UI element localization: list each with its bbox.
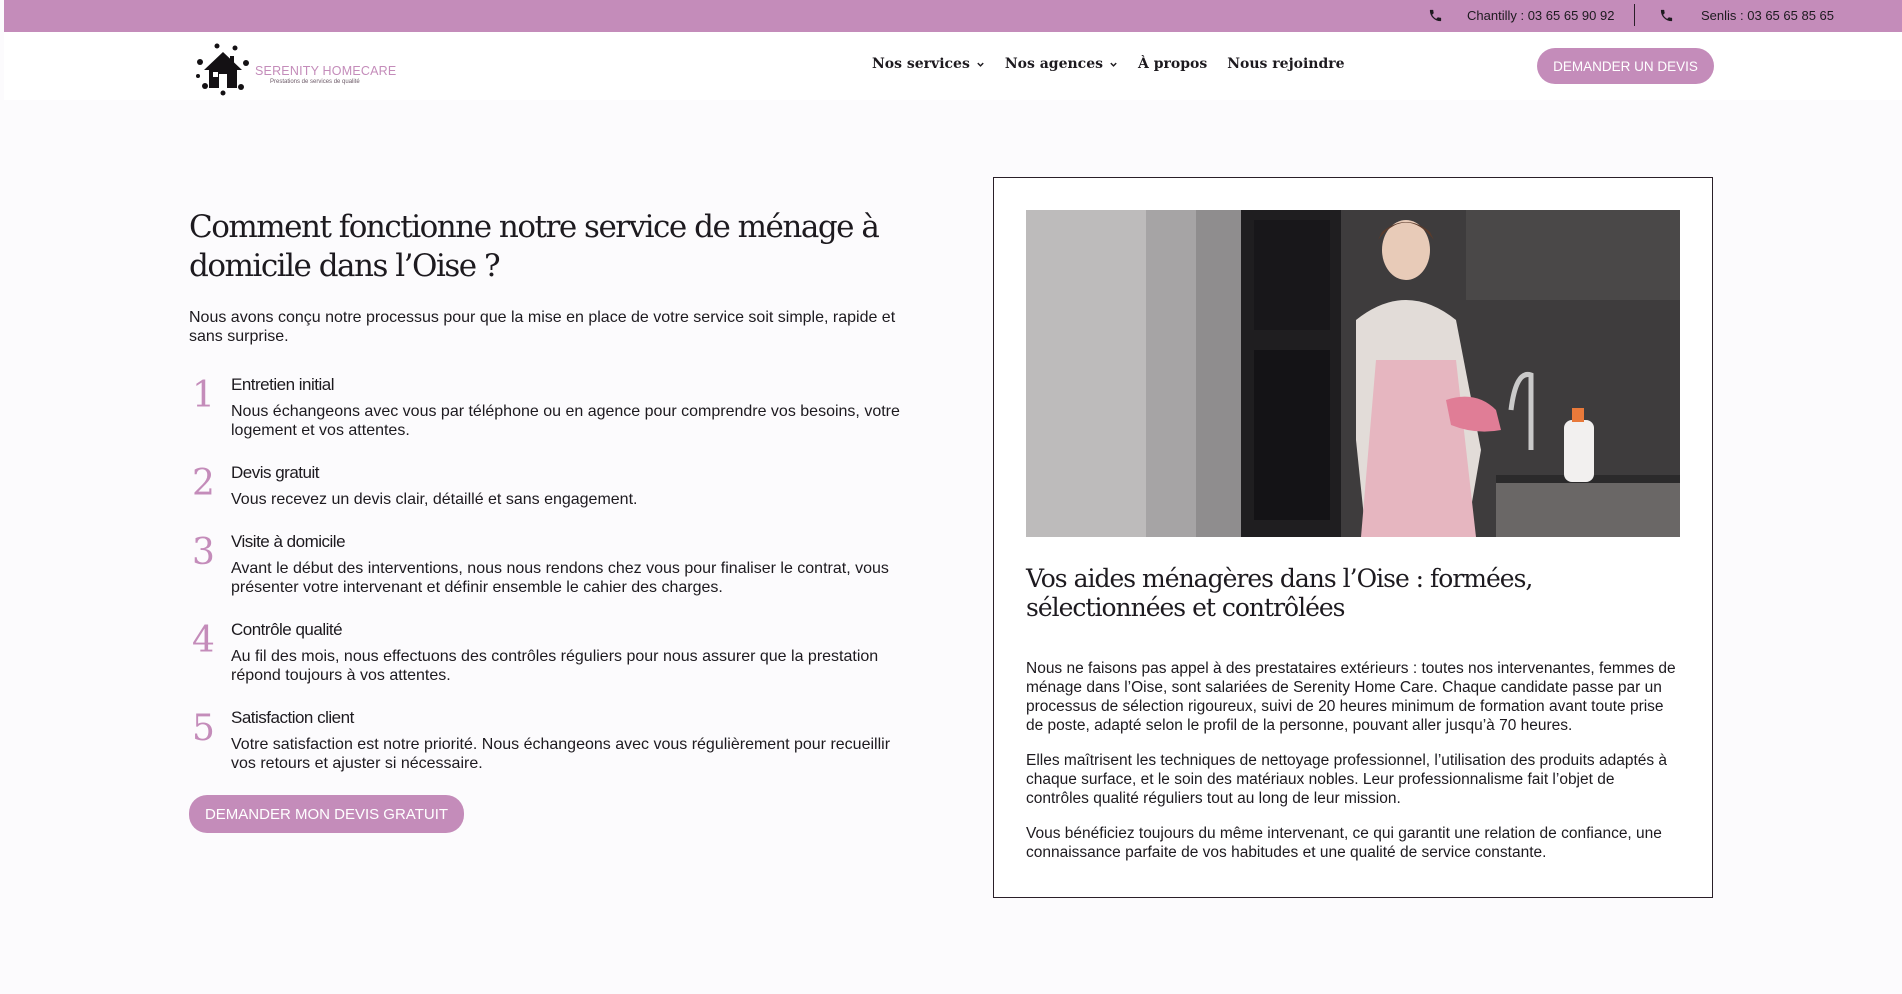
- nav-item-nos-services[interactable]: [872, 56, 985, 72]
- step-title: Contrôle qualité: [231, 620, 343, 639]
- chevron-down-icon: [976, 60, 985, 69]
- nav-item-label: Nos agences: [1004, 56, 1103, 72]
- step-title: Devis gratuit: [231, 463, 319, 482]
- nav-item-label: Nos services: [872, 56, 970, 72]
- step-title: Entretien initial: [231, 375, 335, 394]
- card-paragraph: Nous ne faisons pas appel à des prestataires extérieurs : toutes nos intervenantes, femmes de ménage dans l’Oise, sont salariées de Serenity Home Care. Chaque candidate passe par un processus de sélection rigoureux, suivi de 20 heures minimum de formation avant toute prise de poste, adapté selon le profil de la personne, pouvant aller jusqu’à 70 heures.: [1026, 660, 1676, 734]
- step-item: [189, 374, 909, 440]
- free-quote-button[interactable]: DEMANDER MON DEVIS GRATUIT: [189, 795, 464, 833]
- card-paragraph: Elles maîtrisent les techniques de nettoyage professionnel, l’utilisation des produits adaptés à chaque surface, et le soin des matériaux nobles. Leur professionnalisme fait l’objet de contrôles qualité réguliers tout au long de leur mission.: [1026, 752, 1668, 807]
- phone-chantilly[interactable]: [1428, 0, 1614, 30]
- phone-icon: [1659, 8, 1674, 23]
- step-description: Votre satisfaction est notre priorité. Nous échangeons avec vous régulièrement pour recueillir vos retours et ajuster si nécessaire.: [231, 736, 891, 772]
- step-title: Visite à domicile: [231, 532, 346, 551]
- step-title: Satisfaction client: [231, 708, 354, 727]
- request-quote-button[interactable]: DEMANDER UN DEVIS: [1537, 48, 1714, 84]
- step-item: [189, 462, 909, 509]
- step-number: 5: [192, 708, 215, 749]
- step-item: [189, 707, 909, 773]
- section-title: Comment fonctionne notre service de ménage à domicile dans l’Oise ?: [189, 209, 879, 284]
- card-body: [1026, 659, 1680, 878]
- step-item: [189, 619, 909, 685]
- nav-item-a-propos[interactable]: [1138, 56, 1207, 72]
- steps-list: [189, 374, 909, 773]
- step-description: Vous recevez un devis clair, détaillé et sans engagement.: [231, 491, 638, 508]
- step-number: 4: [192, 620, 215, 661]
- housekeeper-photo: [1026, 210, 1680, 537]
- nav-item-label: Nous rejoindre: [1227, 56, 1345, 72]
- step-description: Avant le début des interventions, nous nous rendons chez vous pour finaliser le contrat, vous présenter votre intervenant et définir ensemble le cahier des charges.: [231, 560, 889, 596]
- phone-senlis[interactable]: [1659, 0, 1834, 30]
- nav-item-nous-rejoindre[interactable]: [1227, 56, 1344, 72]
- step-description: Nous échangeons avec vous par téléphone ou en agence pour comprendre vos besoins, votre logement et vos attentes.: [231, 403, 900, 439]
- house-logo-icon: [194, 40, 252, 98]
- top-contact-bar: [4, 0, 1902, 32]
- logo-brand-text: SERENITY HOMECARE: [255, 64, 397, 78]
- process-section: [189, 208, 909, 833]
- nav-item-nos-agences[interactable]: [1005, 56, 1118, 72]
- card-paragraph: Vous bénéficiez toujours du même intervenant, ce qui garantit une relation de confiance, une connaissance parfaite de vos habitudes et une qualité de service constante.: [1026, 825, 1662, 861]
- topbar-divider: [1634, 4, 1635, 26]
- logo-tagline: Prestations de services de qualité: [270, 79, 360, 85]
- phone-senlis-text: Senlis : 03 65 65 85 65: [1701, 7, 1834, 23]
- chevron-down-icon: [1109, 60, 1118, 69]
- phone-icon: [1428, 8, 1443, 23]
- section-intro: Nous avons conçu notre processus pour que la mise en place de votre service soit simple, rapide et sans surprise.: [189, 309, 896, 345]
- step-number: 1: [192, 375, 215, 416]
- step-number: 3: [192, 532, 215, 573]
- site-header: [4, 32, 1902, 100]
- site-logo[interactable]: [194, 40, 397, 98]
- step-description: Au fil des mois, nous effectuons des contrôles réguliers pour nous assurer que la prestation répond toujours à vos attentes.: [231, 648, 879, 684]
- step-item: [189, 531, 909, 597]
- card-title: Vos aides ménagères dans l’Oise : formées, sélectionnées et contrôlées: [1026, 564, 1533, 622]
- main-nav: [872, 56, 1345, 72]
- photo-illustration: [1026, 210, 1680, 537]
- phone-chantilly-text: Chantilly : 03 65 65 90 92: [1467, 7, 1615, 23]
- staff-info-card: [993, 177, 1713, 898]
- nav-item-label: À propos: [1137, 56, 1208, 72]
- step-number: 2: [192, 463, 215, 504]
